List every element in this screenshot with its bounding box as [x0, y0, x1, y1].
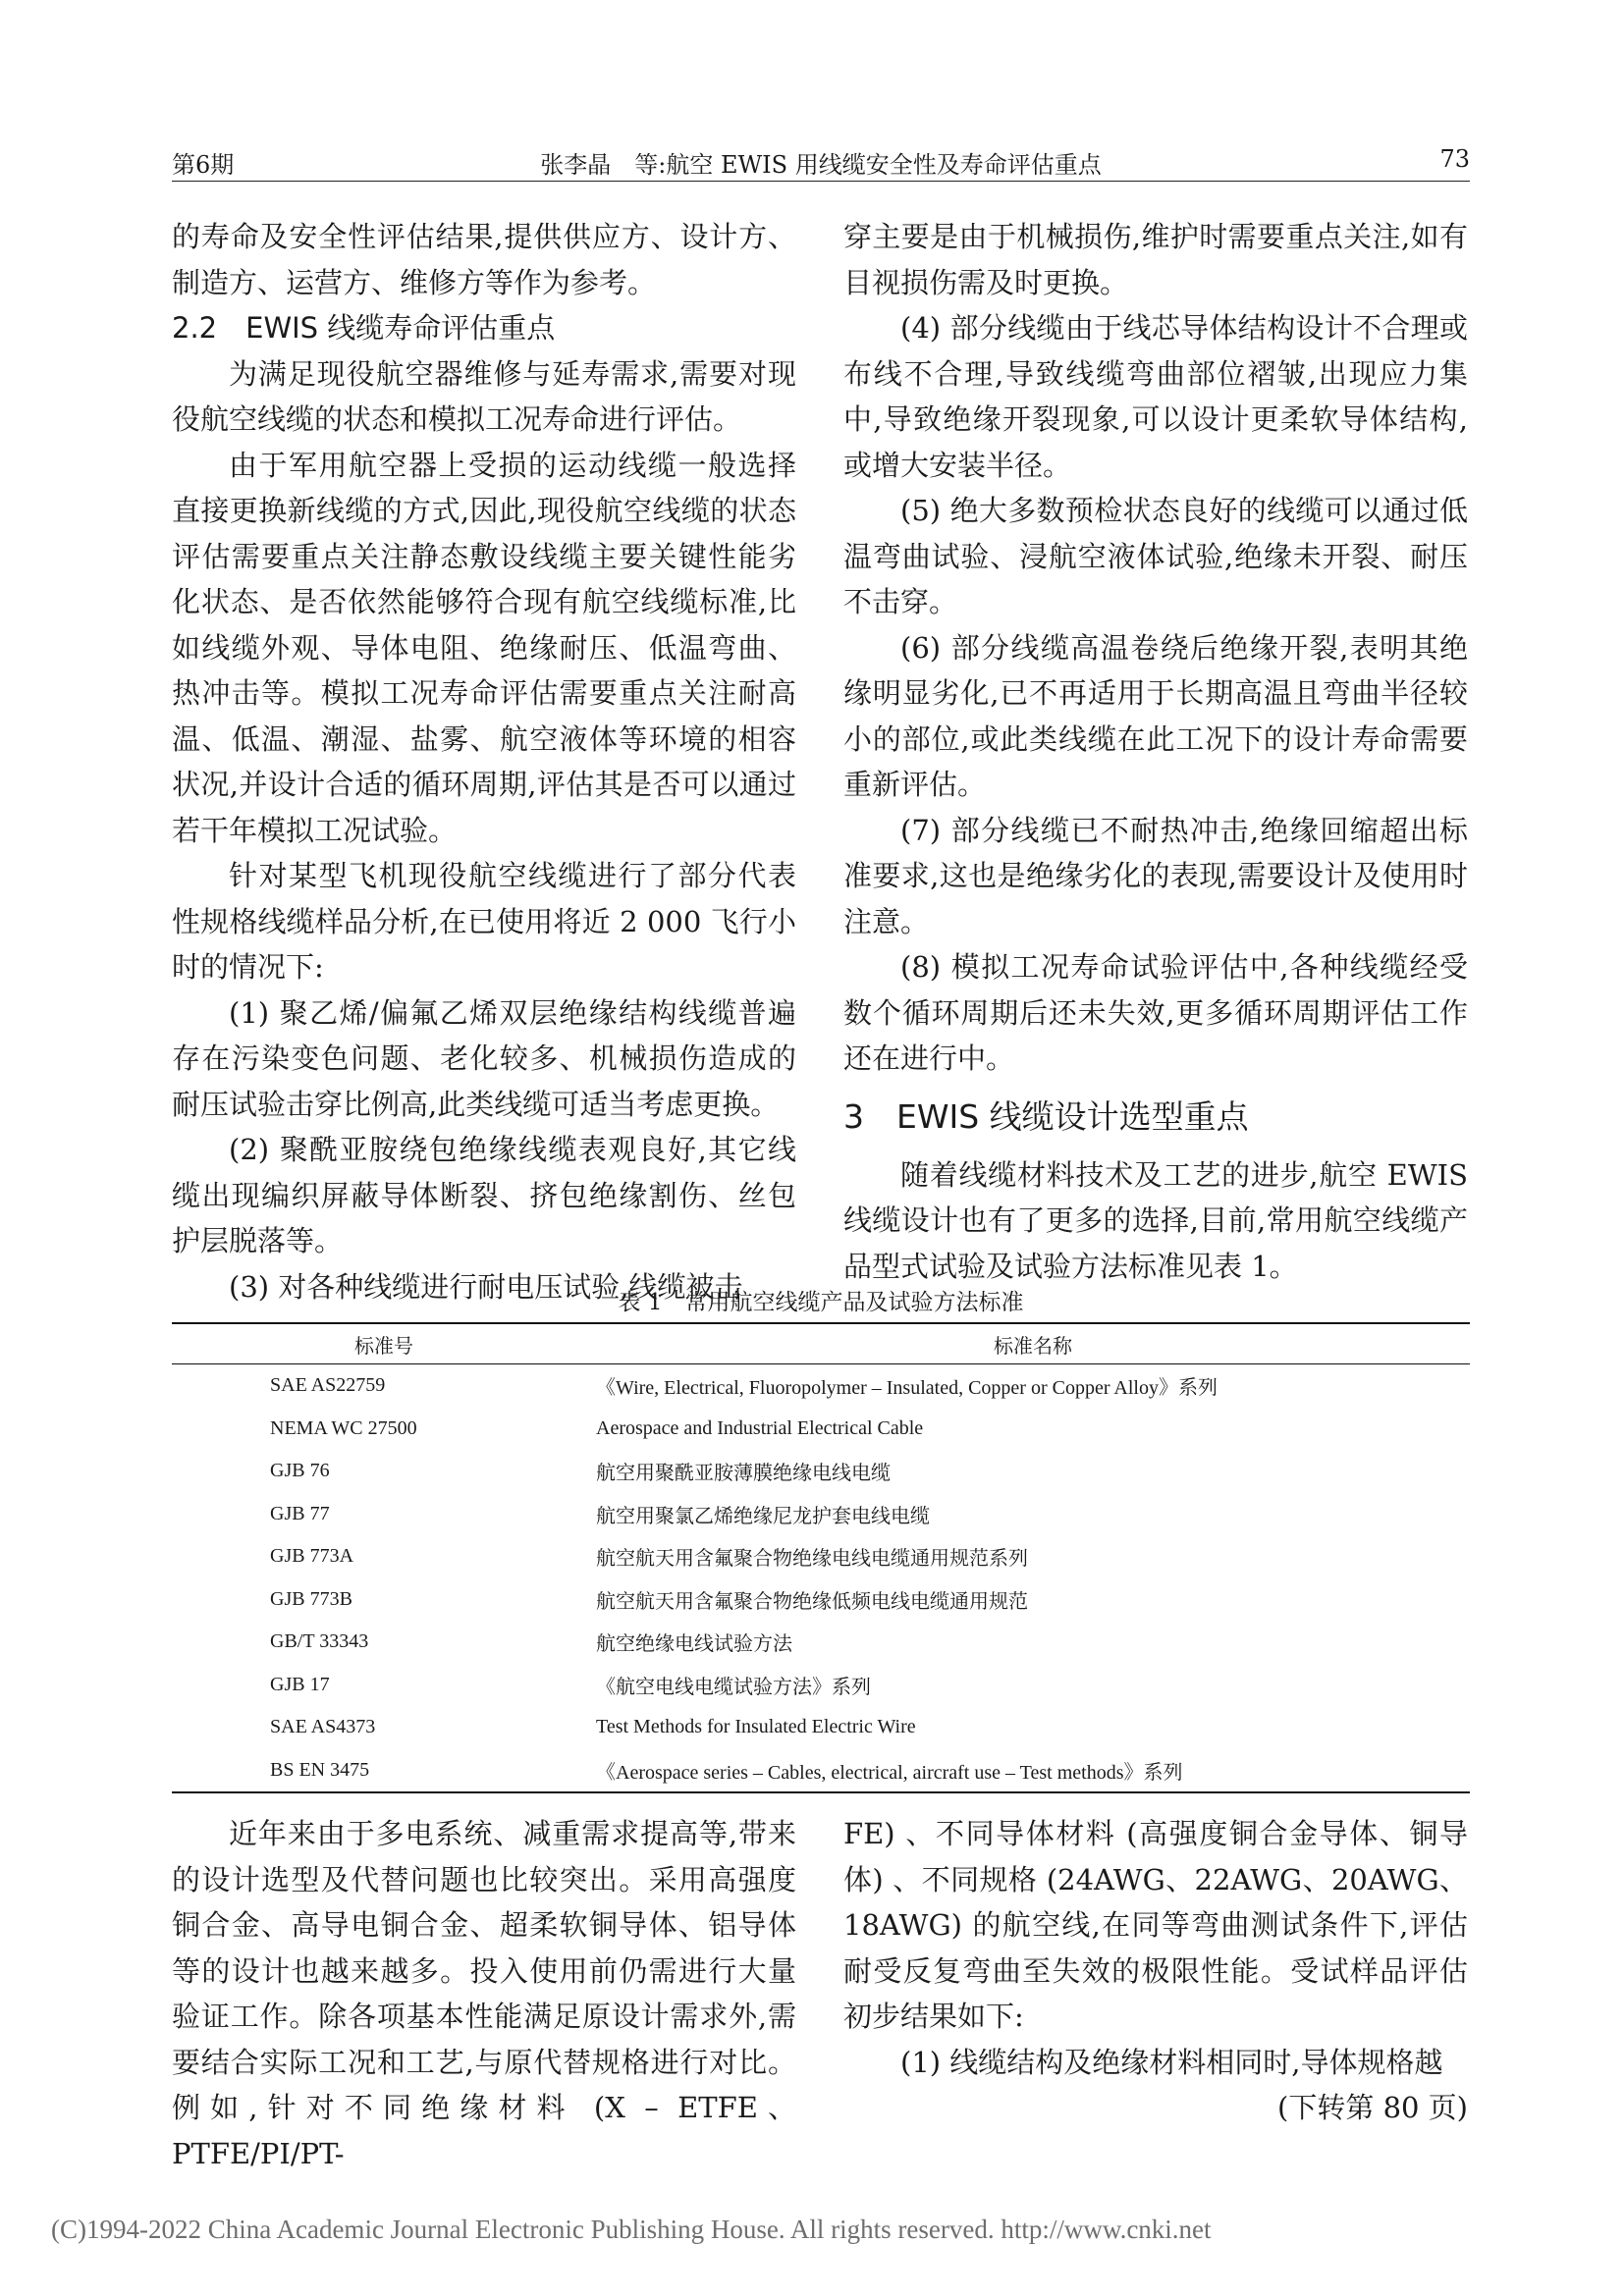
paragraph: 针对某型飞机现役航空线缆进行了部分代表性规格线缆样品分析,在已使用将近 2 000 飞行小时的情况下:: [172, 859, 796, 984]
list-item: (5) 绝大多数预检状态良好的线缆可以通过低温弯曲试验、浸航空液体试验,绝缘未开裂、耐压不击穿。: [843, 494, 1468, 618]
copyright-footer: (C)1994-2022 China Academic Journal Electronic Publishing House. All rights reserved. http://www.cnki.net: [51, 2215, 1212, 2244]
standard-name: 《Aerospace series – Cables, electrical, aircraft use – Test methods》系列: [596, 1749, 1470, 1793]
standards-table: [172, 1322, 1470, 1793]
header-rule: [172, 181, 1470, 182]
column-right-top: [843, 214, 1468, 1289]
section-heading-3: 3 EWIS 线缆设计选型重点: [843, 1096, 1249, 1136]
standard-name: Test Methods for Insulated Electric Wire: [596, 1716, 916, 1738]
table-row: [172, 1364, 1470, 1408]
list-item: (3) 对各种线缆进行耐电压试验,线缆被击: [229, 1269, 743, 1304]
column-left-top: [172, 214, 796, 1309]
section-heading-2-2: 2.2 EWIS 线缆寿命评估重点: [172, 311, 556, 345]
paragraph: 由于军用航空器上受损的运动线缆一般选择直接更换新线缆的方式,因此,现役航空线缆的状态评估需要重点关注静态敷设线缆主要关键性能劣化状态、是否依然能够符合现有航空线缆标准,比如线缆外观、导体电阻、绝缘耐压、低温弯曲、热冲击等。模拟工况寿命评估需要重点关注耐高温、低温、潮湿、盐雾、航空液体等环境的相容状况,并设计合适的循环周期,评估其是否可以通过若干年模拟工况试验。: [172, 448, 796, 847]
standard-name: 航空用聚氯乙烯绝缘尼龙护套电线电缆: [596, 1505, 930, 1527]
table-header-row: [172, 1323, 1470, 1364]
standard-name: Aerospace and Industrial Electrical Cable: [596, 1416, 924, 1439]
table-row: [172, 1535, 1470, 1578]
standard-code: BS EN 3475: [172, 1749, 596, 1793]
continuation-note: (下转第 80 页): [1277, 2091, 1468, 2124]
paragraph: 为满足现役航空器维修与延寿需求,需要对现役航空线缆的状态和模拟工况寿命进行评估。: [172, 356, 796, 436]
table-caption: 表 1 常用航空线缆产品及试验方法标准: [618, 1290, 1024, 1315]
standard-name: 《Wire, Electrical, Fluoropolymer – Insulated, Copper or Copper Alloy》系列: [596, 1377, 1218, 1400]
column-header: 标准号: [172, 1323, 596, 1364]
table-row: [172, 1578, 1470, 1622]
table-row: [172, 1621, 1470, 1664]
standard-code: SAE AS22759: [270, 1374, 386, 1397]
running-header: [172, 137, 1470, 177]
table-row: [172, 1664, 1470, 1707]
running-title: 张李晶 等:航空 EWIS 用线缆安全性及寿命评估重点: [540, 151, 1102, 179]
column-header: 标准名称: [596, 1323, 1470, 1364]
paragraph: 穿主要是由于机械损伤,维护时需要重点关注,如有目视损伤需及时更换。: [843, 220, 1468, 299]
standard-code: SAE AS4373: [270, 1716, 376, 1738]
standard-name: 航空绝缘电线试验方法: [596, 1633, 792, 1656]
standard-code: GJB 773B: [270, 1587, 352, 1610]
standard-name: 航空用聚酰亚胺薄膜绝缘电线电缆: [596, 1463, 891, 1485]
standard-name: 航空航天用含氟聚合物绝缘低频电线电缆通用规范: [596, 1590, 1028, 1613]
list-item: (1) 聚乙烯/偏氟乙烯双层绝缘结构线缆普遍存在污染变色问题、老化较多、机械损伤造成的耐压试验击穿比例高,此类线缆可适当考虑更换。: [172, 995, 796, 1121]
standard-code: GJB 17: [270, 1673, 330, 1695]
table-row: [172, 1450, 1470, 1493]
list-item: (1) 线缆结构及绝缘材料相同时,导体规格越: [900, 2045, 1443, 2079]
list-item: (2) 聚酰亚胺绕包绝缘线缆表观良好,其它线缆出现编织屏蔽导体断裂、挤包绝缘割伤、丝包护层脱落等。: [172, 1133, 796, 1257]
paragraph: 的寿命及安全性评估结果,提供供应方、设计方、制造方、运营方、维修方等作为参考。: [172, 220, 796, 299]
table-row: [172, 1749, 1470, 1793]
standard-code: GJB 76: [270, 1460, 330, 1482]
list-item: (4) 部分线缆由于线芯导体结构设计不合理或布线不合理,导致线缆弯曲部位褶皱,出现应力集中,导致绝缘开裂现象,可以设计更柔软导体结构,或增大安装半径。: [843, 311, 1468, 482]
standard-code: GB/T 33343: [270, 1630, 369, 1653]
list-item: (6) 部分线缆高温卷绕后绝缘开裂,表明其绝缘明显劣化,已不再适用于长期高温且弯曲半径较小的部位,或此类线缆在此工况下的设计寿命需要重新评估。: [843, 630, 1468, 801]
paragraph: FE) 、不同导体材料 (高强度铜合金导体、铜导体) 、不同规格 (24AWG、22AWG、20AWG、18AWG) 的航空线,在同等弯曲测试条件下,评估耐受反复弯曲至失效的极限性能。受试样品评估初步结果如下:: [843, 1817, 1468, 2033]
column-right-bottom: [843, 1811, 1468, 2131]
issue-number: 第6期: [172, 151, 235, 179]
table-row: [172, 1493, 1470, 1536]
paragraph: 近年来由于多电系统、减重需求提高等,带来的设计选型及代替问题也比较突出。采用高强度铜合金、高导电铜合金、超柔软铜导体、铝导体等的设计也越来越多。投入使用前仍需进行大量验证工作。除各项基本性能满足原设计需求外,需要结合实际工况和工艺,与原代替规格进行对比。例如,针对不同绝缘材料 (X – ETFE、PTFE/PI/PT-: [172, 1817, 796, 2170]
standard-code: GJB 773A: [270, 1545, 354, 1568]
table-row: [172, 1408, 1470, 1451]
standard-name: 《航空电线电缆试验方法》系列: [596, 1676, 871, 1698]
standard-code: NEMA WC 27500: [270, 1416, 417, 1439]
paragraph: 随着线缆材料技术及工艺的进步,航空 EWIS 线缆设计也有了更多的选择,目前,常用航空线缆产品型式试验及试验方法标准见表 1。: [843, 1157, 1468, 1283]
column-left-bottom: [172, 1811, 796, 2176]
standard-name: 航空航天用含氟聚合物绝缘电线电缆通用规范系列: [596, 1548, 1028, 1571]
list-item: (7) 部分线缆已不耐热冲击,绝缘回缩超出标准要求,这也是绝缘劣化的表现,需要设计及使用时注意。: [843, 813, 1468, 938]
list-item: (8) 模拟工况寿命试验评估中,各种线缆经受数个循环周期后还未失效,更多循环周期评估工作还在进行中。: [843, 950, 1468, 1075]
page-number: 73: [1439, 145, 1470, 173]
standard-code: GJB 77: [270, 1502, 330, 1524]
table-row: [172, 1706, 1470, 1749]
